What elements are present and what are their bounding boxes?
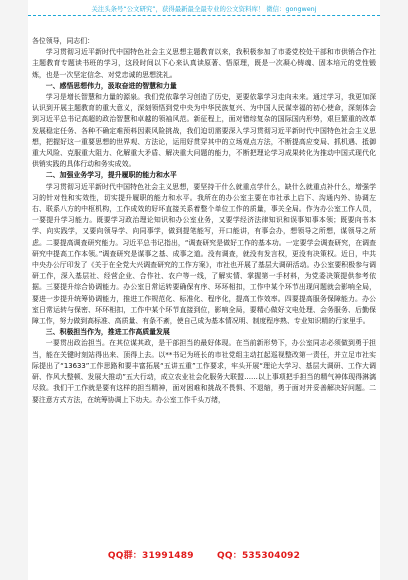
section-heading-3: 三、积极担当作为，推进工作高质量发展 — [45, 328, 170, 337]
section-heading-2: 二、加强业务学习，提升履职的能力和水平 — [45, 171, 177, 180]
qq-number: QQ：535304092 — [217, 551, 301, 561]
section-paragraph-3: 一要贯出政治担当。在其位谋其政，是干部担当的最好体现。在当前新形势下，办公室同志必须做到勇于担当，能在关键时刻站得出来、顶得上去。以**书记为班长的市社党组主动扛起巡视整改第一责任，并立足市社实际提出了“13633”工作思路和要丰富拓展“五讲五重”工作要求，牢头开展“理论大学习、基层大调研、工作大调研、作风大整顿、发展大推动”五大行动，成立农业社会化服务大联盟……以上事项把手担当的精气神体现得淋漓尽致。我们干工作就是要有这样的担当精神，面对困难和挑战不畏惧、不退缩，勇于面对并妥善解决好问题。二要注意方式方法，在统筹协调上下功夫。办公室工作千头万绪， — [32, 339, 376, 404]
section-paragraph-2: 学习贯彻习近平新时代中国特色社会主义思想，要坚持干什么就重点学什么，缺什么就重点补什么，增强学习的针对性和实效性，切实提升履职的能力和水平。我所在的办公室主要在市社承上启下、沟通内外、协调左右、联系八方的中枢机构，工作成效的好坏直接关系着整个单位工作的质量，事关全局。作为办公室工作人员，一要提升学习能力。既要学习政治理论知识和办公室业务，又要学经济法律知识和误事知事本领；既要向书本学、向实践学，又要向领导学、向同事学，做到提笔能写，开口能讲，有事会办，想领导之所想，谋领导之所虑。二要提高调查研究能力。习近平总书记指出，“调查研究是做好工作的基本功。一定要学会调查研究，在调查研究中提高工作本领。”调查研究是谋事之基、成事之道。没有调查，就没有发言权，更没有决策权。近日，中共中央办公厅印发了《关于在全党大兴调查研究的工作方案》，市社也开展了基层大调研活动。办公室要积极参与调研工作，深入基层社、经营企业、合作社、农户等一线，了解实情、掌握第一手材料，为党委决策提供参考依据。三要提升综合协调能力。办公室日常运转要确保有序、环环相扣，工作中某个环节出现问题就会影响全局，要进一步提升统筹协调能力，推进工作规范化、标准化、程序化，提高工作效率。四要提高服务保障能力。办公室日常运转与保密、环环相扣，工作中某个环节直接到位，影响全局，要精心做好文电处理、会务服务、后勤保障工作，努力做到高标准、高质量、有条不紊，使自己成为基本情况明、制度程序熟、专业知识精的行家里手。 — [32, 182, 376, 326]
promo-banner-link[interactable]: 关注头条号“公文研究”，获得最新最全最专业的公文资料库！ 微信：gongwenj — [91, 5, 317, 13]
section-paragraph-1: 学习是增长智慧和力量的源泉。我们党依靠学习创造了历史，更要依靠学习走向未来。通过学习，我更加深认识到开展主题教育的重大意义，深刻领悟到党中央为中华民族复兴、为中国人民谋幸福的初心使命，深刻体会到习近平总书记高超的政治智慧和卓越的领袖风范。新征程上，面对错综复杂的国际国内形势，艰巨繁重的改革发展稳定任务、各种不确定难预料因素风险挑战，我们迫切需要深入学习贯彻习近平新时代中国特色社会主义思想，把握好这一重要思想的世界观、方法论，运用好贯穿其中的立场观点方法，不断提高应变局、抓机遇、抵御重大风险、克服重大阻力、化解重大矛盾、解决重大问题的能力，不断把理论学习成果转化为推动中国式现代化供销实践的具体行动和务实成效。 — [32, 93, 376, 169]
section-heading-1: 一、感悟思想伟力，汲取奋进的智慧和力量 — [45, 81, 177, 90]
qq-group: QQ群：31991489 — [107, 551, 194, 561]
document-page — [28, 0, 380, 580]
greeting: 各位领导，同志们： — [32, 37, 95, 45]
document-body — [32, 36, 376, 406]
promo-banner[interactable] — [28, 4, 380, 16]
contact-footer — [28, 548, 380, 561]
intro-paragraph: 学习贯彻习近平新时代中国特色社会主义思想主题教育以来，我积极参加了市委党校处干部和市供销合作社主题教育专题读书班的学习，这段时间以下心来认真读原著、悟原理，既是一次凝心铸魂、固本培元的党性锻炼，也是一次坚定信念、对党忠诚的思想洗礼。 — [32, 48, 376, 79]
